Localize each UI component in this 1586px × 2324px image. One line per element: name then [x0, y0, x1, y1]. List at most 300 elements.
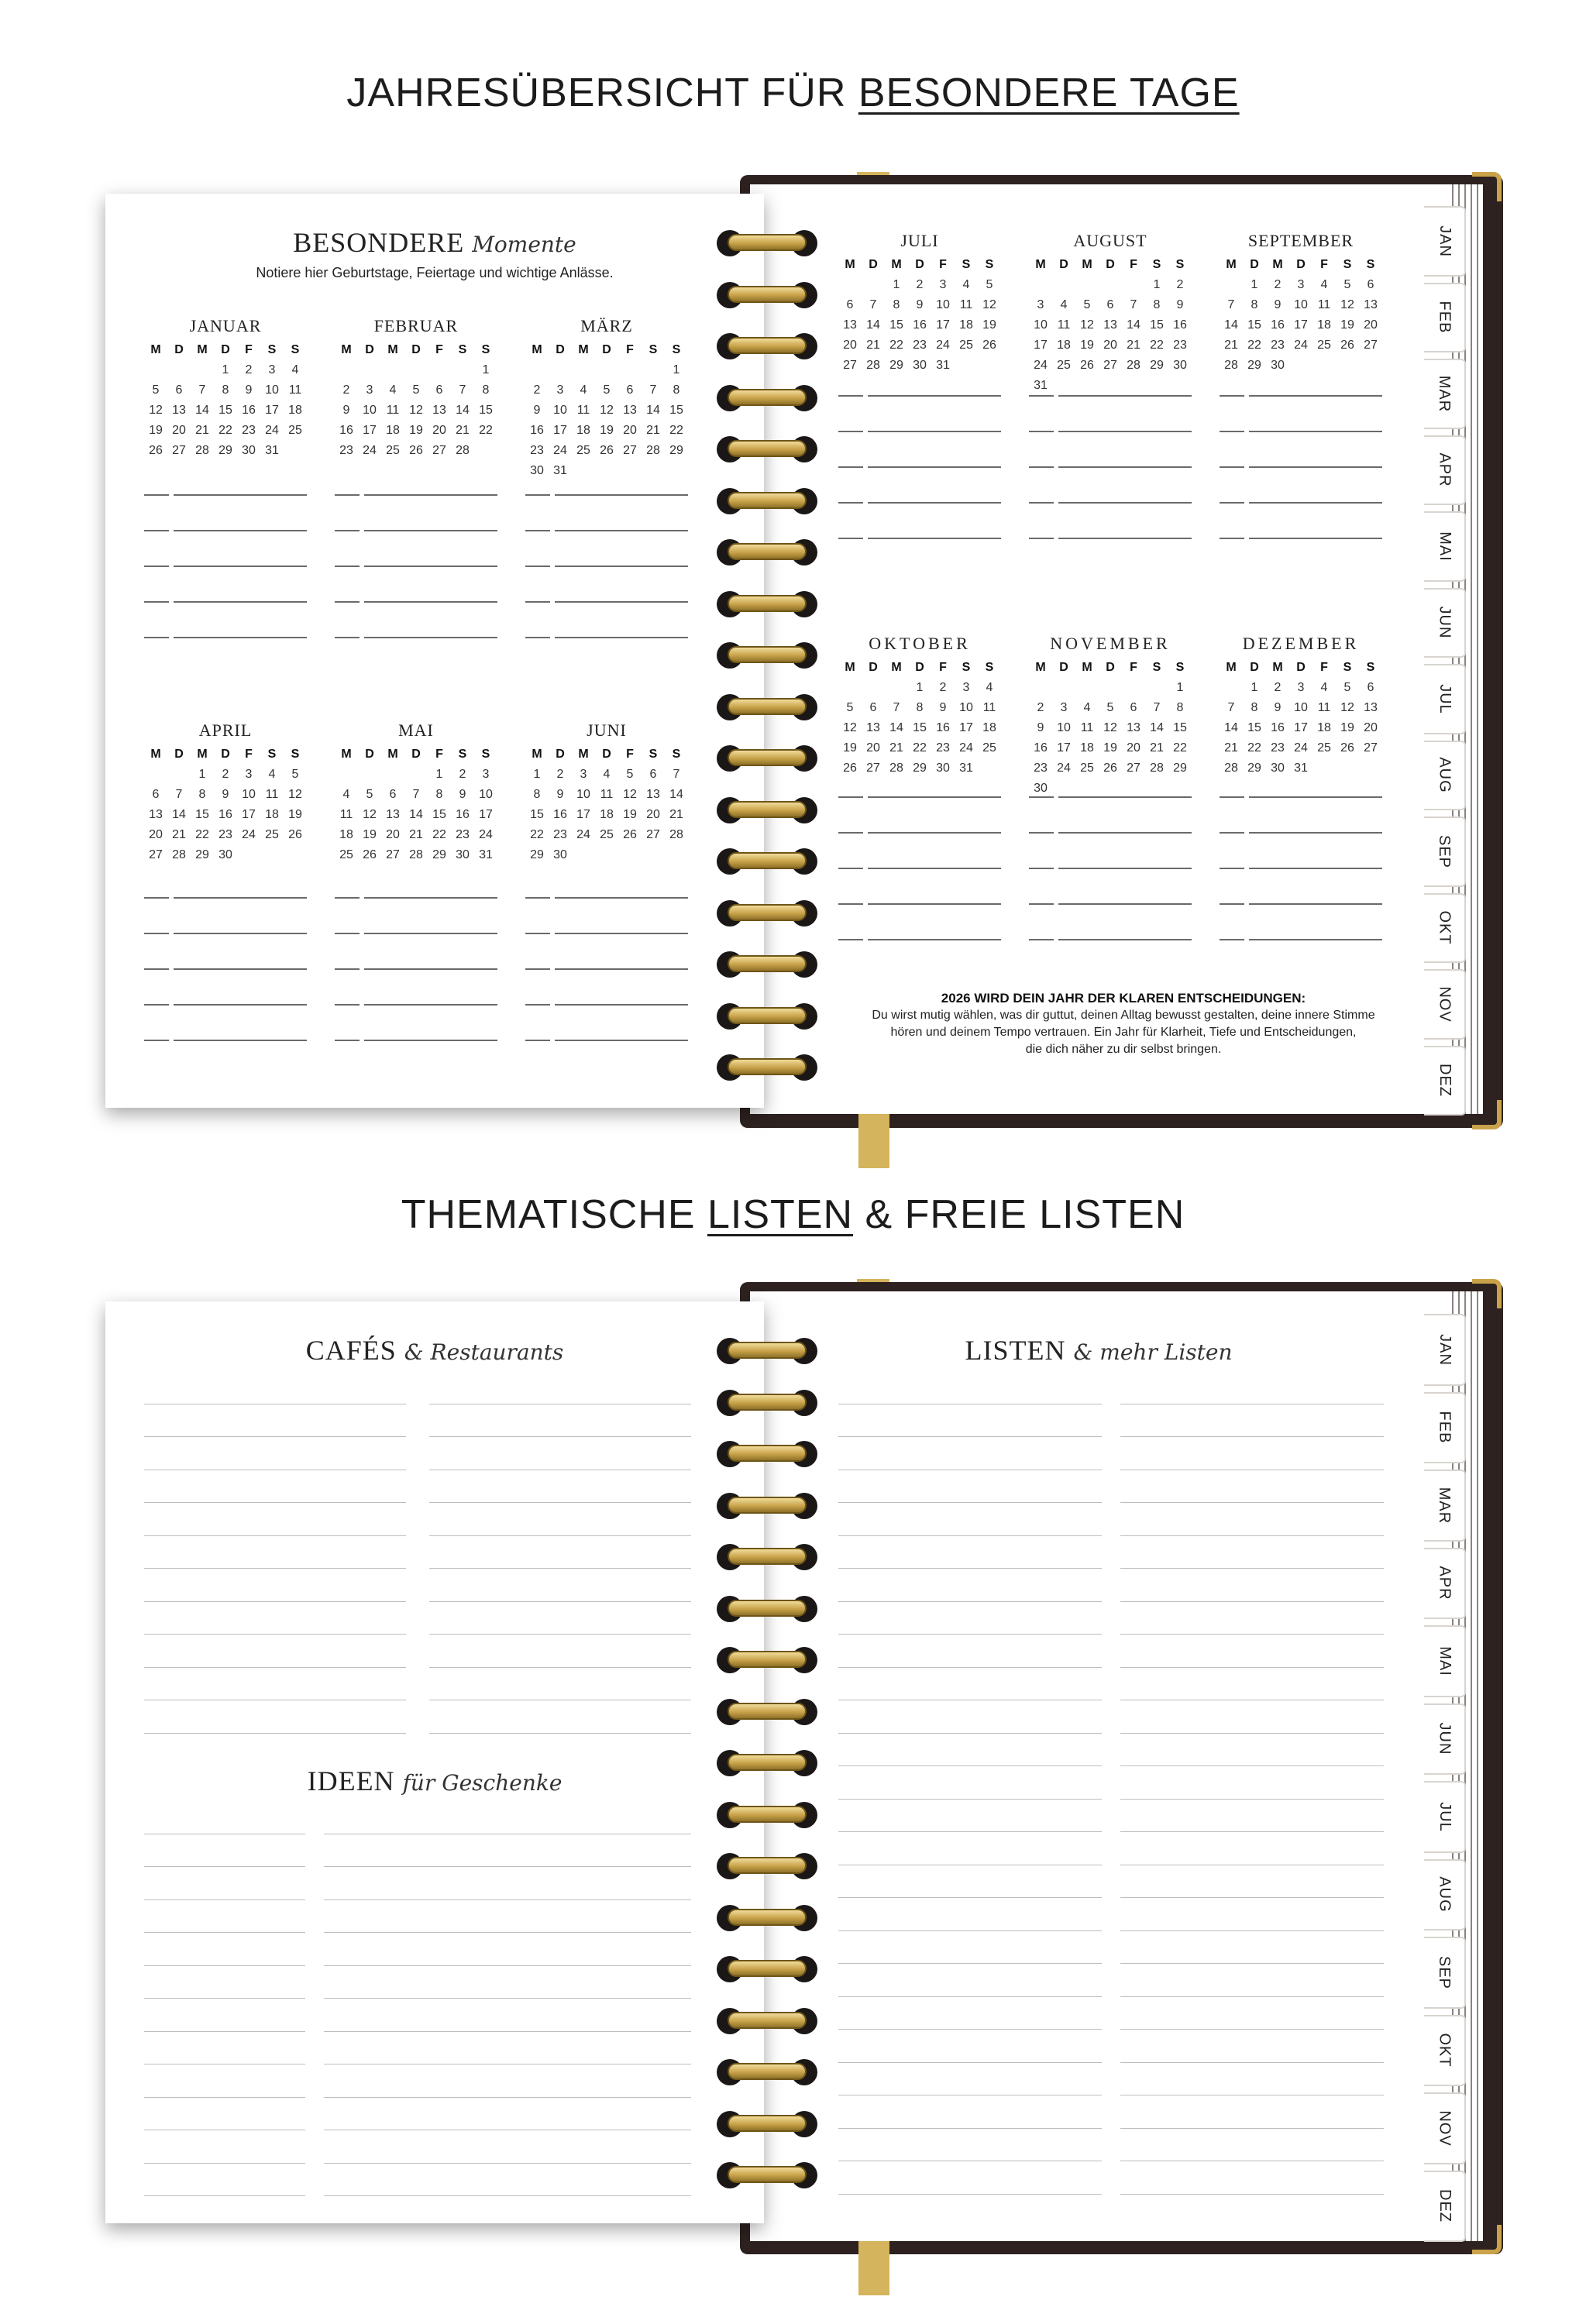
list-line[interactable] — [1120, 1668, 1384, 1701]
list-line[interactable] — [144, 1700, 406, 1734]
day-number: 31 — [936, 359, 950, 372]
tab-label: AUG — [1436, 757, 1454, 793]
list-line[interactable] — [144, 1371, 406, 1404]
day-number: 9 — [556, 788, 564, 801]
day-number: 25 — [339, 848, 353, 861]
list-line[interactable] — [429, 1503, 691, 1536]
list-line[interactable] — [838, 2095, 1102, 2129]
day-number: 3 — [1037, 298, 1044, 311]
list-line[interactable] — [144, 1503, 406, 1536]
list-line[interactable] — [144, 1801, 305, 1834]
day-number: 22 — [1247, 741, 1261, 755]
list-line[interactable] — [838, 1997, 1102, 2030]
day-number: 18 — [982, 721, 996, 734]
day-number: 6 — [1106, 298, 1114, 311]
tab-label: OKT — [1436, 910, 1454, 945]
list-line[interactable] — [144, 1999, 305, 2032]
listen-lines-left — [838, 1371, 1102, 2195]
list-line[interactable] — [838, 2063, 1102, 2096]
tab-aug[interactable] — [1424, 1859, 1466, 1931]
tab-mar[interactable] — [1424, 1470, 1466, 1542]
day-number: 26 — [409, 444, 423, 457]
list-line[interactable] — [1120, 2095, 1384, 2129]
day-number: 10 — [242, 788, 256, 801]
day-number: 20 — [1364, 721, 1378, 734]
list-line[interactable] — [1120, 1898, 1384, 1931]
list-line[interactable] — [324, 1834, 691, 1868]
weekday-header: S — [962, 258, 971, 271]
day-number: 29 — [218, 444, 232, 457]
list-line[interactable] — [838, 1503, 1102, 1536]
list-line[interactable] — [144, 2032, 305, 2065]
day-number: 26 — [623, 828, 637, 841]
day-number: 16 — [553, 808, 567, 821]
day-number: 2 — [1037, 701, 1044, 714]
day-number: 28 — [866, 359, 880, 372]
list-line[interactable] — [838, 1766, 1102, 1800]
list-line[interactable] — [324, 1933, 691, 1966]
title-script: & Restaurants — [404, 1339, 564, 1365]
day-number: 20 — [646, 808, 660, 821]
day-number: 6 — [869, 701, 877, 714]
day-number: 23 — [242, 424, 256, 437]
list-line[interactable] — [1120, 2030, 1384, 2063]
list-line[interactable] — [324, 2130, 691, 2164]
list-line[interactable] — [838, 1865, 1102, 1899]
heading-plain: THEMATISCHE — [401, 1192, 707, 1237]
day-number: 10 — [1034, 318, 1048, 332]
month-name: OKTOBER — [869, 634, 971, 653]
day-number: 31 — [959, 761, 973, 775]
day-number: 12 — [1103, 721, 1117, 734]
title-main: BESONDERE — [293, 227, 465, 258]
day-number: 13 — [1364, 701, 1378, 714]
title-script: Momente — [472, 232, 576, 257]
list-line[interactable] — [324, 2098, 691, 2131]
list-line[interactable] — [1120, 2063, 1384, 2096]
day-number: 12 — [1340, 298, 1354, 311]
wire-coil — [728, 1600, 807, 1617]
list-line[interactable] — [429, 1536, 691, 1569]
wire-coil — [728, 2115, 807, 2132]
weekday-header: D — [915, 258, 924, 271]
weekday-header: M — [845, 258, 855, 271]
tab-label: JUN — [1436, 606, 1454, 639]
day-number: 15 — [432, 808, 446, 821]
day-number: 6 — [435, 383, 443, 397]
weekday-header: M — [1082, 258, 1092, 271]
day-number: 1 — [435, 768, 443, 781]
day-number: 24 — [936, 339, 950, 352]
day-number: 23 — [1271, 741, 1285, 755]
day-number: 25 — [982, 741, 996, 755]
tab-nov[interactable] — [1424, 2092, 1466, 2164]
day-number: 20 — [1103, 339, 1117, 352]
list-line[interactable] — [324, 2064, 691, 2098]
list-line[interactable] — [838, 1569, 1102, 1602]
list-line[interactable] — [1120, 1503, 1384, 1536]
day-number: 4 — [1320, 278, 1328, 291]
list-line[interactable] — [429, 1668, 691, 1701]
weekday-header: M — [387, 748, 398, 761]
day-number: 7 — [175, 788, 183, 801]
day-number: 16 — [456, 808, 470, 821]
day-number: 12 — [982, 298, 996, 311]
day-number: 21 — [409, 828, 423, 841]
list-line[interactable] — [144, 1602, 406, 1635]
list-line[interactable] — [144, 1437, 406, 1470]
tab-label: APR — [1436, 1566, 1454, 1600]
weekday-header: S — [291, 343, 300, 356]
list-line[interactable] — [1120, 1437, 1384, 1470]
day-number: 30 — [242, 444, 256, 457]
list-line[interactable] — [838, 1404, 1102, 1438]
day-number: 2 — [1274, 278, 1282, 291]
list-line[interactable] — [1120, 1371, 1384, 1404]
day-number: 10 — [363, 404, 377, 417]
month-name: MAI — [398, 720, 434, 740]
wire-coil — [728, 1806, 807, 1823]
list-line[interactable] — [1120, 2129, 1384, 2162]
ideen-lines-left — [144, 1801, 305, 2196]
day-number: 17 — [479, 808, 493, 821]
day-number: 15 — [195, 808, 209, 821]
day-number: 3 — [580, 768, 587, 781]
weekday-header: S — [985, 258, 994, 271]
tab-okt[interactable] — [1424, 2015, 1466, 2087]
list-line[interactable] — [838, 1734, 1102, 1767]
day-number: 24 — [1034, 359, 1048, 372]
list-line[interactable] — [144, 1404, 406, 1438]
note-text: hören und deinem Tempo vertrauen. Ein Jahr für Klarheit, Tiefe und Entscheidungen, — [890, 1026, 1357, 1039]
weekday-header: D — [365, 343, 374, 356]
list-line[interactable] — [324, 2032, 691, 2065]
day-number: 20 — [149, 828, 163, 841]
day-number: 25 — [1317, 339, 1331, 352]
day-number: 14 — [646, 404, 660, 417]
list-line[interactable] — [324, 2164, 691, 2197]
list-line[interactable] — [838, 1700, 1102, 1734]
day-number: 7 — [1227, 701, 1235, 714]
day-number: 8 — [1251, 298, 1258, 311]
day-number: 22 — [889, 339, 903, 352]
weekday-header: D — [1296, 258, 1306, 271]
day-number: 5 — [152, 383, 160, 397]
day-number: 21 — [1127, 339, 1140, 352]
list-line[interactable] — [429, 1404, 691, 1438]
note-text: Du wirst mutig wählen, was dir guttut, deinen Alltag bewusst gestalten, deine innere Stimme — [872, 1009, 1375, 1022]
list-line[interactable] — [1120, 1964, 1384, 1997]
day-number: 2 — [533, 383, 541, 397]
day-number: 30 — [530, 464, 544, 477]
day-number: 13 — [1103, 318, 1117, 332]
list-line[interactable] — [838, 2030, 1102, 2063]
tab-sep[interactable] — [1424, 1937, 1466, 2009]
day-number: 13 — [623, 404, 637, 417]
day-number: 9 — [245, 383, 253, 397]
day-number: 18 — [1080, 741, 1094, 755]
list-line[interactable] — [429, 1569, 691, 1602]
tab-label: OKT — [1436, 2033, 1454, 2068]
day-number: 23 — [936, 741, 950, 755]
list-line[interactable] — [1120, 2161, 1384, 2195]
day-number: 1 — [198, 768, 206, 781]
day-number: 23 — [1173, 339, 1187, 352]
wire-coil — [728, 1497, 807, 1514]
list-line[interactable] — [838, 1635, 1102, 1668]
list-line[interactable] — [144, 1867, 305, 1900]
listen-lines-right — [1120, 1371, 1384, 2195]
list-line[interactable] — [838, 1931, 1102, 1965]
tab-apr[interactable] — [1424, 1548, 1466, 1620]
tab-label: FEB — [1436, 1411, 1454, 1444]
day-number: 23 — [339, 444, 353, 457]
list-line[interactable] — [324, 1966, 691, 1999]
list-line[interactable] — [1120, 1766, 1384, 1800]
weekday-header: M — [532, 748, 542, 761]
list-line[interactable] — [838, 1437, 1102, 1470]
list-line[interactable] — [838, 1602, 1102, 1635]
list-line[interactable] — [838, 1536, 1102, 1569]
day-number: 22 — [218, 424, 232, 437]
tab-jun[interactable] — [1424, 1703, 1466, 1776]
list-line[interactable] — [1120, 1931, 1384, 1965]
day-number: 16 — [218, 808, 232, 821]
day-number: 3 — [482, 768, 490, 781]
heading-plain: JAHRESÜBERSICHT FÜR — [346, 70, 858, 115]
day-number: 26 — [982, 339, 996, 352]
list-line[interactable] — [429, 1602, 691, 1635]
weekday-header: D — [1106, 661, 1115, 674]
list-line[interactable] — [1120, 1832, 1384, 1865]
tab-label: NOV — [1436, 2110, 1454, 2147]
day-number: 5 — [1343, 681, 1351, 694]
tab-label: SEP — [1436, 1955, 1454, 1989]
list-line[interactable] — [429, 1371, 691, 1404]
weekday-header: M — [891, 661, 902, 674]
weekday-header: D — [1059, 258, 1068, 271]
day-number: 16 — [1271, 721, 1285, 734]
day-number: 6 — [1367, 278, 1374, 291]
cafes-lines-left — [144, 1371, 406, 1734]
list-line[interactable] — [144, 1834, 305, 1868]
list-line[interactable] — [429, 1470, 691, 1504]
list-line[interactable] — [144, 1900, 305, 1934]
month-name: JULI — [900, 231, 939, 250]
day-number: 21 — [866, 339, 880, 352]
tab-label: JUL — [1436, 683, 1454, 714]
day-number: 7 — [198, 383, 206, 397]
day-number: 19 — [288, 808, 302, 821]
weekday-header: F — [1320, 661, 1328, 674]
day-number: 3 — [268, 363, 276, 376]
day-number: 4 — [986, 681, 993, 694]
day-number: 4 — [1060, 298, 1068, 311]
day-number: 14 — [1224, 318, 1238, 332]
day-number: 28 — [1224, 359, 1238, 372]
weekday-header: D — [221, 343, 230, 356]
list-line[interactable] — [1120, 1536, 1384, 1569]
day-number: 8 — [222, 383, 229, 397]
list-line[interactable] — [838, 2129, 1102, 2162]
list-line[interactable] — [144, 1668, 406, 1701]
day-number: 17 — [959, 721, 973, 734]
tab-dez[interactable] — [1424, 2171, 1466, 2243]
day-number: 18 — [288, 404, 302, 417]
list-line[interactable] — [144, 2130, 305, 2164]
weekday-header: M — [532, 343, 542, 356]
weekday-header: S — [291, 748, 300, 761]
list-line[interactable] — [1120, 1404, 1384, 1438]
day-number: 20 — [623, 424, 637, 437]
spiral-ring — [717, 1643, 817, 1677]
list-line[interactable] — [429, 1437, 691, 1470]
weekday-header: D — [1250, 258, 1259, 271]
list-line[interactable] — [1120, 1997, 1384, 2030]
day-number: 22 — [669, 424, 683, 437]
list-line[interactable] — [144, 2098, 305, 2131]
list-line[interactable] — [324, 1900, 691, 1934]
list-line[interactable] — [1120, 1470, 1384, 1504]
list-line[interactable] — [144, 1933, 305, 1966]
day-number: 21 — [1224, 339, 1238, 352]
wire-coil — [728, 1703, 807, 1720]
list-line[interactable] — [838, 1371, 1102, 1404]
day-number: 12 — [409, 404, 423, 417]
day-number: 11 — [1080, 721, 1094, 734]
weekday-header: S — [649, 343, 658, 356]
day-number: 1 — [1251, 681, 1258, 694]
list-line[interactable] — [838, 1898, 1102, 1931]
title-main: IDEEN — [307, 1765, 395, 1796]
day-number: 29 — [1247, 761, 1261, 775]
day-number: 21 — [172, 828, 186, 841]
list-line[interactable] — [838, 1964, 1102, 1997]
day-number: 21 — [195, 424, 209, 437]
list-line[interactable] — [838, 1668, 1102, 1701]
list-line[interactable] — [838, 1832, 1102, 1865]
day-number: 18 — [576, 424, 590, 437]
list-line[interactable] — [838, 1800, 1102, 1833]
day-number: 26 — [1340, 741, 1354, 755]
day-number: 13 — [386, 808, 400, 821]
list-line[interactable] — [1120, 1700, 1384, 1734]
list-line[interactable] — [144, 1470, 406, 1504]
tab-label: JAN — [1436, 1333, 1454, 1366]
day-number: 26 — [1340, 339, 1354, 352]
day-number: 9 — [342, 404, 350, 417]
day-number: 3 — [1297, 278, 1305, 291]
list-line[interactable] — [144, 1966, 305, 1999]
day-number: 25 — [1317, 741, 1331, 755]
heading-underlined: BESONDERE TAGE — [858, 70, 1240, 115]
list-line[interactable] — [144, 1569, 406, 1602]
tab-jul[interactable] — [1424, 1781, 1466, 1853]
day-number: 22 — [432, 828, 446, 841]
list-line[interactable] — [324, 1801, 691, 1834]
day-number: 10 — [576, 788, 590, 801]
day-number: 4 — [962, 278, 970, 291]
day-number: 24 — [1294, 741, 1308, 755]
wire-coil — [728, 2012, 807, 2029]
day-number: 8 — [916, 701, 924, 714]
list-line[interactable] — [429, 1635, 691, 1668]
tab-label: MAI — [1436, 1645, 1454, 1676]
day-number: 5 — [626, 768, 634, 781]
day-number: 28 — [195, 444, 209, 457]
list-line[interactable] — [144, 2164, 305, 2197]
day-number: 15 — [479, 404, 493, 417]
day-number: 5 — [1083, 298, 1091, 311]
weekday-header: F — [1130, 661, 1137, 674]
list-line[interactable] — [324, 1867, 691, 1900]
day-number: 24 — [242, 828, 256, 841]
day-number: 14 — [1127, 318, 1140, 332]
day-number: 3 — [1060, 701, 1068, 714]
day-number: 7 — [869, 298, 877, 311]
list-line[interactable] — [144, 1536, 406, 1569]
day-number: 25 — [959, 339, 973, 352]
page-subtitle: Notiere hier Geburtstage, Feiertage und wichtige Anlässe. — [256, 265, 614, 280]
day-number: 31 — [1294, 761, 1308, 775]
day-number: 28 — [409, 848, 423, 861]
list-line[interactable] — [1120, 1734, 1384, 1767]
spiral-ring — [717, 1592, 817, 1626]
list-line[interactable] — [838, 2161, 1102, 2195]
day-number: 22 — [1247, 339, 1261, 352]
list-line[interactable] — [1120, 1635, 1384, 1668]
day-number: 13 — [432, 404, 446, 417]
day-number: 5 — [366, 788, 373, 801]
day-number: 3 — [939, 278, 947, 291]
day-number: 17 — [553, 424, 567, 437]
weekday-header: F — [939, 258, 947, 271]
tab-feb[interactable] — [1424, 1392, 1466, 1464]
wire-coil — [728, 1857, 807, 1874]
list-line[interactable] — [1120, 1569, 1384, 1602]
month-name: DEZEMBER — [1242, 634, 1360, 653]
day-number: 17 — [1057, 741, 1071, 755]
day-number: 17 — [576, 808, 590, 821]
day-number: 10 — [936, 298, 950, 311]
day-number: 18 — [1317, 721, 1331, 734]
list-line[interactable] — [1120, 1602, 1384, 1635]
day-number: 25 — [1057, 359, 1071, 372]
day-number: 25 — [576, 444, 590, 457]
list-line[interactable] — [1120, 1865, 1384, 1899]
day-number: 18 — [339, 828, 353, 841]
day-number: 15 — [889, 318, 903, 332]
day-number: 14 — [669, 788, 683, 801]
list-line[interactable] — [838, 1470, 1102, 1504]
weekday-header: M — [1226, 661, 1237, 674]
tab-mai[interactable] — [1424, 1625, 1466, 1697]
list-line[interactable] — [324, 1999, 691, 2032]
weekday-header: D — [411, 748, 421, 761]
day-number: 27 — [866, 761, 880, 775]
list-line[interactable] — [144, 1635, 406, 1668]
list-line[interactable] — [429, 1700, 691, 1734]
wire-coil — [728, 1394, 807, 1411]
day-number: 13 — [149, 808, 163, 821]
list-line[interactable] — [1120, 1800, 1384, 1833]
tab-label: DEZ — [1436, 1064, 1454, 1098]
day-number: 6 — [152, 788, 160, 801]
day-number: 19 — [843, 741, 857, 755]
day-number: 16 — [913, 318, 927, 332]
list-line[interactable] — [144, 2064, 305, 2098]
weekday-header: S — [1366, 661, 1375, 674]
